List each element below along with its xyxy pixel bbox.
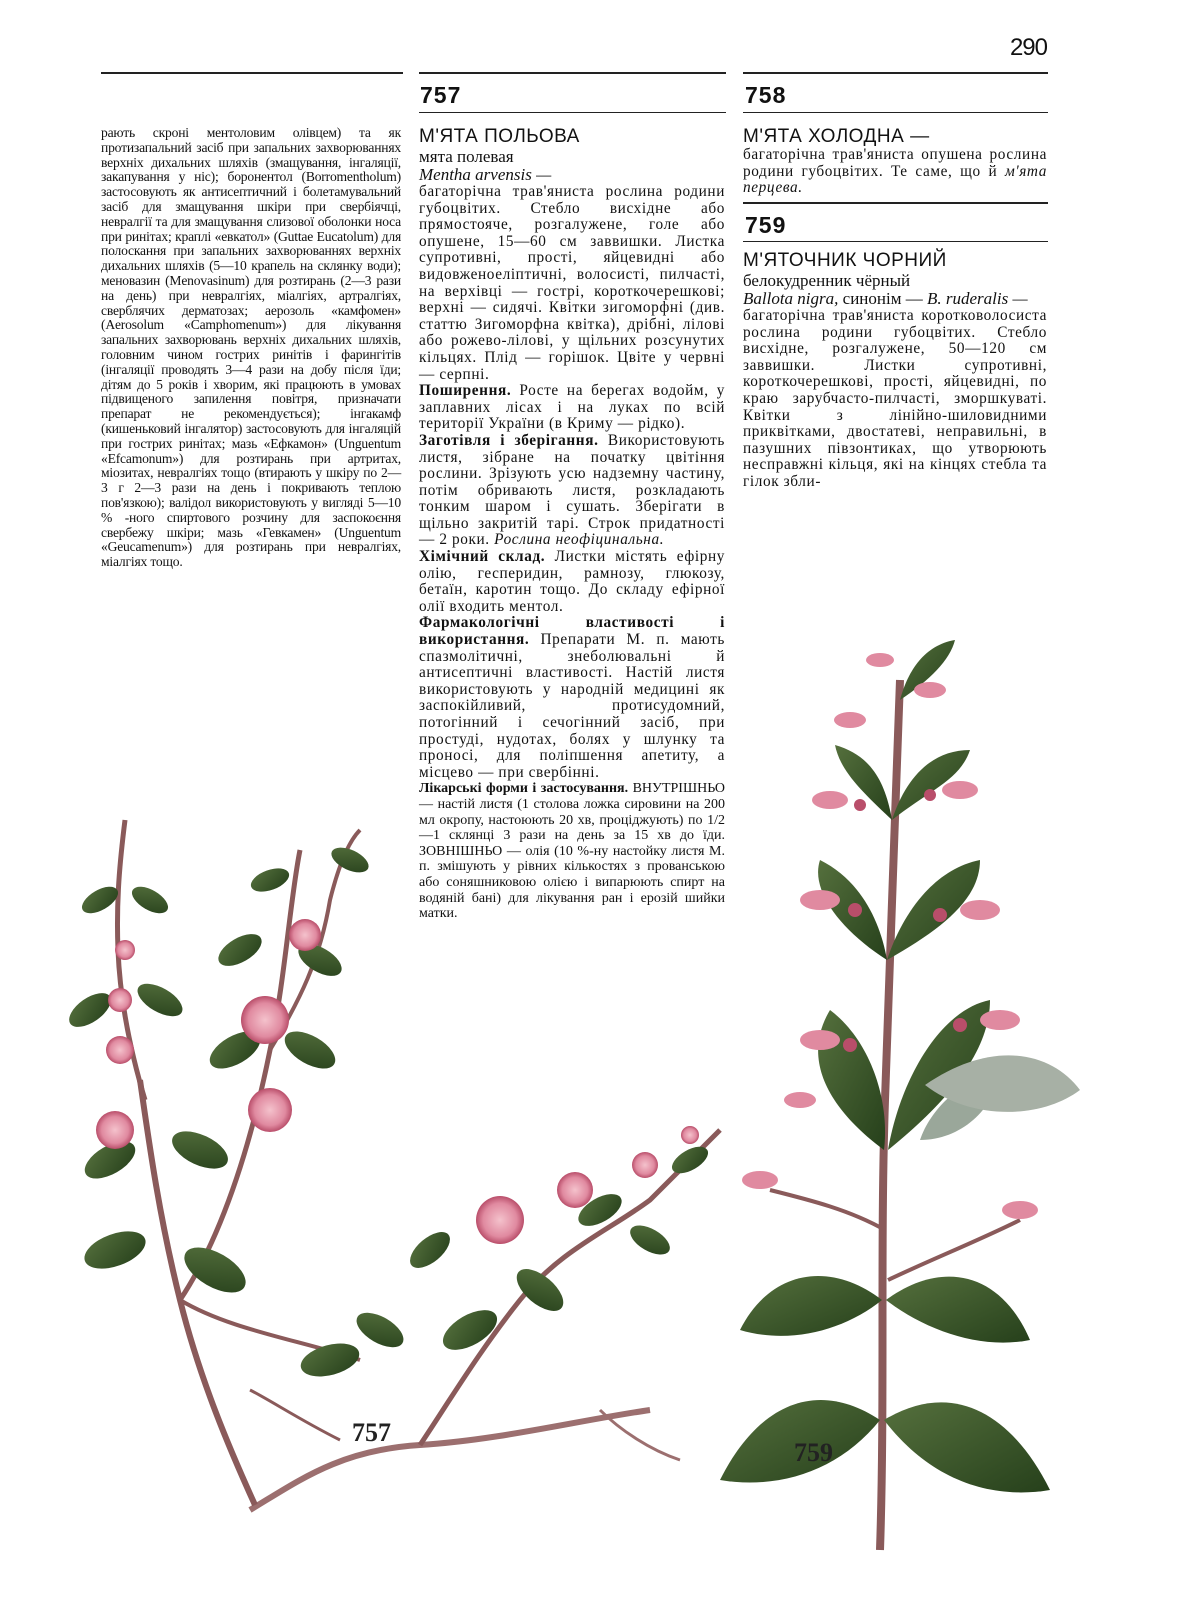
section-harvest: Заготівля і зберігання. Використовують листя, зібране на початку цвітіння рослини. Зрізують усю надземну частину, потім обривають листя, розкладають тонким шаром і сушать. Зберігати в щільно закритій тарі. Строк придатності — 2 роки. Рослина неофіцинальна. (419, 431, 725, 549)
description: багаторічна трав'яниста коротковолосиста рослина родини губоцвітих. Стебло висхідне, розгалужене, 50—120 см заввишки. Листки супротивні, короткочерешкові, прості, яйцевидні, по краю зарубчасто-пилчасті, зморшкуваті. Квітки з лінійно-шиловидними приквітками, двостатеві, неправильні, в пазушних півзонтиках, що утворюють несправжні кільця, які на кінцях стебла та гілок збли- (743, 307, 1047, 490)
section-pharmacology: Фармакологічні властивості і використання. Препарати М. п. мають спазмолітичні, знеболювальні й антисептичні властивості. Настій листя використовують у народній медицині як заспокійливий, протисудомний, потогінний і сечогінний засіб, при простуді, нудотах, болях у шлунку та проносі, для поліпшення апетиту, а місцево — при свербінні. (419, 614, 725, 781)
article-title: М'ЯТОЧНИК ЧОРНИЙ (743, 250, 947, 271)
ballota-nigra-illustration (720, 640, 1080, 1550)
description: багаторічна трав'яниста рослина родини губоцвітих. Стебло висхідне або прямостояче, розгалужене, голе або опушене, 15—60 см заввишки. Листка супротивні, прості, яйцевидні або видовженоеліптичні, волосисті, пилчасті, на верхівці — гострі, короткочерешкові; верхні — сидячі. Квітки зигоморфні (див. статтю Зигоморфна квітка), дрібні, лілові або рожево-лілові, у щільних розсунутих кільцях. Плід — горішок. Цвіте у червні — серпні. (419, 183, 725, 383)
mentha-arvensis-illustration (63, 820, 720, 1510)
section-spread: Поширення. Росте на берегах водойм, у заплавних лісах і на луках по всій території України (в Криму — рідко). (419, 382, 725, 433)
description: багаторічна трав'яниста опушена рослина родини губоцвітих. Те саме, що й м'ята перцева. (743, 146, 1047, 197)
section-chemistry: Хімічний склад. Листки містять ефірну олію, гесперидин, рамнозу, глюкозу, бетаїн, каротин тощо. До складу ефірної олії входить ментол. (419, 548, 725, 615)
russian-name: мята полевая (419, 147, 514, 166)
latin-name: Mentha arvensis — (419, 165, 552, 184)
article-title: М'ЯТА ПОЛЬОВА (419, 126, 580, 147)
article-title: М'ЯТА ХОЛОДНА — (743, 126, 930, 147)
section-forms: Лікарські форми і застосування. ВНУТРІШНЬО — настій листя (1 столова ложка сировини на 200 мл окропу, настоюють 20 хв, проціджують) по 1/2—1 склянці 3 рази на день за 15 хв до їди. ЗОВНІШНЬО — олія (10 %-ну настойку листя М. п. змішують у рівних кількостях з прованською або соняшниковою олією і випарюють спирт на водяній бані) для лікування ран і ерозій шийки матки. (419, 781, 725, 922)
plate-label-759: 759 (794, 1438, 833, 1467)
entry-number-758: 758 (745, 82, 787, 108)
entry-number-759: 759 (745, 212, 787, 238)
plate-label-757: 757 (352, 1418, 391, 1447)
latin-name: Ballota nigra, синонім — B. ruderalis — (743, 289, 1028, 308)
page-number: 290 (1009, 34, 1047, 61)
continuation-paragraph: рають скроні ментоловим олівцем) та як протизапальний засіб при запальних захворюваннях верхніх дихальних шляхів (змащування, інгаляції, закапування у ніс); боронентол (Borromentholum) застосовують як антисептичний і болетамувальний засіб для змащування шкіри при свербіячці, невралгії та для змащування слизової оболонки носа при ринітах; краплі «евкатол» (Guttae Eucatolum) для полоскання при запальних захворюваннях верхніх дихальних шляхів (5—10 крапель на склянку води); меновазин (Menovasinum) для розтирань (2—3 рази на день) при невралгіях, міалгіях, артралгіях, сверблячих дерматозах; аерозоль «камфомен» (Aerosolum «Camphomenum») для лікування запальних захворювань верхніх дихальних шляхів, головним чином гострих ринітів і фарингітів (інгаляції проводять 3—4 рази на добу після їди; дітям до 5 років і хворим, які працюють в умовах підвищеного запилення повітря, призначати препарат не рекомендується); інгакамф (кишеньковий інгалятор) застосовують для інгаляцій при гострих ринітах; мазь «Ефкамон» (Unguentum «Efcamonum») для розтирань при артритах, міозитах, невралгіях тощо (втирають у шкіру по 2—3 г 2—3 рази на день і покривають теплою пов'язкою); валідол використовують у вигляді 5—10 % -ного спиртового розчину для заспокоєння свербежу шкіри; мазь «Гевкамен» (Unguentum «Geucamenum») для розтирань при невралгіях, міалгіях тощо. (101, 125, 401, 570)
entry-number-757: 757 (420, 82, 462, 108)
russian-name: белокудренник чёрный (743, 271, 911, 290)
